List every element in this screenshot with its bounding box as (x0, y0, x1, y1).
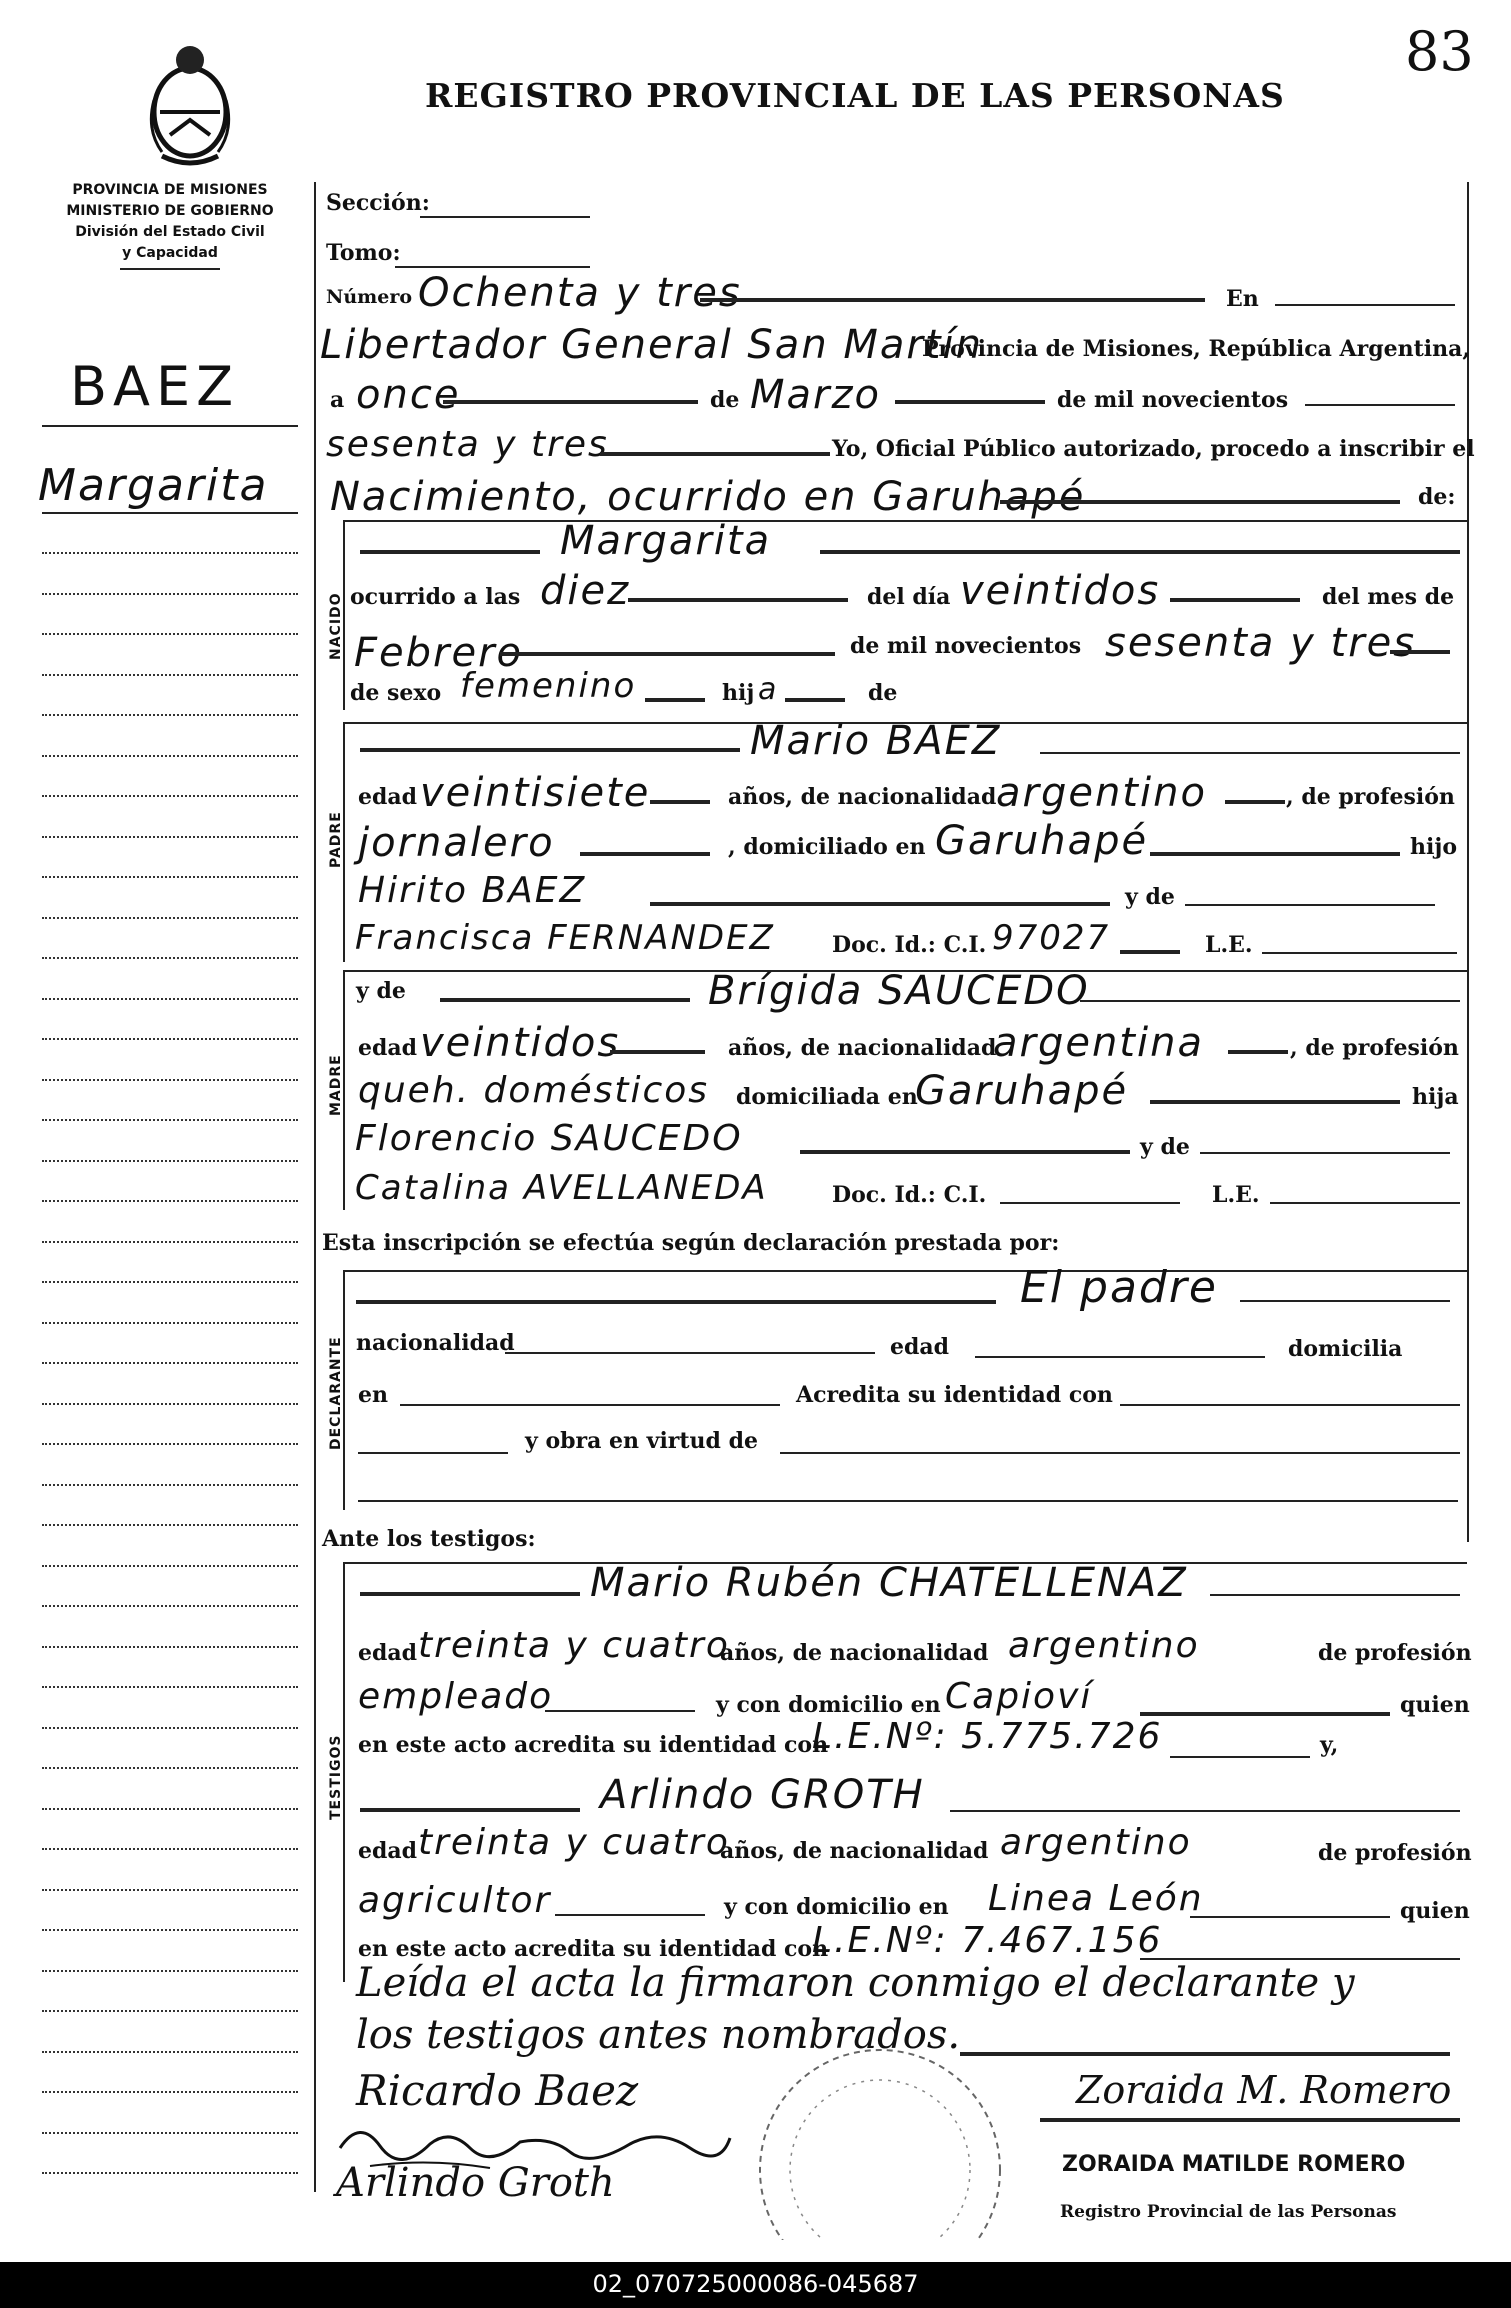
mes-line (895, 400, 1045, 404)
t1-doc-line (1170, 1756, 1310, 1758)
y-de-madre2-line (1200, 1152, 1450, 1154)
anio-nac-line (1390, 650, 1450, 654)
label-y-de-madre: y de (356, 978, 406, 1004)
entry-nombre: Margarita (560, 518, 772, 564)
t1-pre-line (360, 1592, 580, 1596)
margin-dotted-line (42, 2051, 298, 2053)
margin-dotted-line (42, 1808, 298, 1810)
entry-madre-prof: queh. domésticos (358, 1070, 710, 1111)
label-acredita: Acredita su identidad con (796, 1382, 1113, 1408)
padre-dom-line (1150, 852, 1400, 856)
entry-t2-nac: argentino (1000, 1822, 1192, 1863)
org-underline (120, 268, 220, 270)
margin-dotted-line (42, 1119, 298, 1121)
testigos-bracket (343, 1562, 345, 1982)
label-domicilia: domicilia (1288, 1336, 1403, 1362)
nacido-rule (343, 520, 1467, 522)
margin-dotted-line (42, 1038, 298, 1040)
nombre-pre-line (360, 550, 540, 554)
margin-dotted-line (42, 1646, 298, 1648)
declarante-line (1240, 1300, 1450, 1302)
margin-dotted-line (42, 2010, 298, 2012)
entry-acto: Nacimiento, ocurrido en Garuhapé (330, 474, 1086, 520)
madre-line (1080, 1000, 1460, 1002)
page-title: REGISTRO PROVINCIAL DE LAS PERSONAS (425, 76, 1285, 115)
entry-t1-edad: treinta y cuatro (418, 1625, 730, 1666)
entry-abuela-m: Catalina AVELLANEDA (355, 1168, 768, 1208)
margin-dotted-line (42, 876, 298, 878)
page-number: 83 (1405, 20, 1474, 83)
entry-t1-dom: Capioví (945, 1676, 1093, 1717)
abuelo-p-line (650, 902, 1110, 906)
tag-padre: PADRE (328, 811, 344, 868)
entry-madre-nac: argentina (993, 1020, 1204, 1066)
entry-testigo2: Arlindo GROTH (600, 1772, 925, 1818)
label-de-colon: de: (1418, 484, 1456, 510)
tag-madre: MADRE (328, 1054, 344, 1116)
t2-pre-line (360, 1808, 580, 1812)
margin-dotted-line (42, 1322, 298, 1324)
margin-dotted-line (42, 1889, 298, 1891)
nacionalidad-line (505, 1352, 875, 1354)
label-prof-t1: de profesión (1318, 1640, 1472, 1666)
entry-padre-nac: argentino (996, 770, 1207, 816)
label-y-comma: y, (1320, 1732, 1339, 1758)
org-heading (40, 180, 300, 270)
dia-line (443, 400, 698, 404)
label-acto-t1: en este acto acredita su identidad con (358, 1732, 829, 1758)
entry-t1-nac: argentino (1008, 1625, 1200, 1666)
y-de-padre-line (1185, 904, 1435, 906)
entry-t2-dom: Linea León (988, 1878, 1204, 1919)
margin-dotted-line (42, 1848, 298, 1850)
label-nacionalidad: nacionalidad (356, 1330, 515, 1356)
margin-dotted-line (42, 1686, 298, 1688)
entry-padre-dom: Garuhapé (935, 818, 1149, 864)
label-prof-t2: de profesión (1318, 1840, 1472, 1866)
entry-dia-nac: veintidos (960, 568, 1161, 614)
madre-bracket (343, 970, 345, 1210)
label-de: de (710, 387, 740, 413)
label-quien-t2: quien (1400, 1898, 1470, 1924)
label-a: a (330, 387, 345, 413)
nacido-bracket (343, 520, 345, 710)
decl-extra-line (358, 1500, 1458, 1502)
padre-prof-line (580, 852, 710, 856)
entry-anio-nac: sesenta y tres (1105, 620, 1417, 666)
abuelo-m-line (800, 1150, 1130, 1154)
entry-sexo: femenino (460, 666, 637, 706)
margin-dotted-line (42, 1565, 298, 1567)
nombre-line (820, 550, 1460, 554)
margin-dotted-line (42, 1362, 298, 1364)
declarante-pre-line (356, 1300, 996, 1304)
obra-pre-line (358, 1452, 508, 1454)
label-provincia: Provincia de Misiones, República Argentina, (922, 336, 1471, 362)
entry-madre-edad: veintidos (420, 1020, 621, 1066)
margin-dotted-line (42, 795, 298, 797)
entry-t1-prof: empleado (358, 1676, 554, 1717)
label-acto-t2: en este acto acredita su identidad con (358, 1936, 829, 1962)
en-decl-line (400, 1404, 780, 1406)
anio2-line (600, 452, 830, 456)
label-doc-madre: Doc. Id.: C.I. (832, 1182, 987, 1208)
seccion-line (420, 216, 590, 218)
label-prof-padre: , de profesión (1286, 784, 1455, 810)
padre-bracket (343, 722, 345, 962)
madre-pre-line (440, 998, 690, 1002)
margin-dotted-line (42, 1160, 298, 1162)
entry-madre-dom: Garuhapé (915, 1068, 1129, 1114)
entry-mes-nac: Febrero (354, 630, 523, 676)
entry-madre: Brígida SAUCEDO (708, 968, 1090, 1014)
label-hij: hij (722, 680, 755, 706)
entry-t2-doc: L.E.Nº: 7.467.156 (812, 1920, 1163, 1961)
margin-rule (42, 425, 298, 427)
label-en: En (1226, 286, 1259, 312)
signature-declarante: Ricardo Baez (356, 2066, 639, 2115)
sexo-line (645, 698, 705, 702)
edad-decl-line (975, 1356, 1265, 1358)
margin-dotted-line (42, 2172, 298, 2174)
madre-dom-line (1150, 1100, 1400, 1104)
margin-surname: BAEZ (70, 355, 240, 418)
entry-padre: Mario BAEZ (750, 718, 1002, 764)
margin-dotted-line (42, 1605, 298, 1607)
label-ocurrido: ocurrido a las (350, 584, 521, 610)
margin-dotted-line (42, 1241, 298, 1243)
hij-line (785, 698, 845, 702)
tag-nacido: NACIDO (328, 592, 344, 660)
padre-pre-line (360, 748, 740, 752)
margin-dotted-line (42, 1281, 298, 1283)
entry-anio: sesenta y tres (326, 424, 609, 465)
label-quien-t1: quien (1400, 1692, 1470, 1718)
le-madre-line (1270, 1202, 1460, 1204)
anio-line (1305, 404, 1455, 406)
label-anios-t2: años, de nacionalidad (720, 1838, 989, 1864)
label-anios-madre: años, de nacionalidad (728, 1035, 997, 1061)
madre-edad-line (610, 1050, 705, 1054)
label-hija: hija (1412, 1084, 1459, 1110)
label-obra: y obra en virtud de (525, 1428, 758, 1454)
acto-line (1000, 500, 1400, 504)
entry-t2-prof: agricultor (358, 1880, 552, 1921)
entry-testigo1: Mario Rubén CHATELLENAZ (590, 1560, 1188, 1606)
label-de-mil2: de mil novecientos (850, 633, 1082, 659)
margin-dotted-line (42, 1079, 298, 1081)
label-de-mil: de mil novecientos (1057, 387, 1289, 413)
declarante-rule (343, 1270, 1467, 1272)
margin-dotted-line (42, 836, 298, 838)
en-line (1275, 304, 1455, 306)
padre-line (1040, 752, 1460, 754)
org-line4: y Capacidad (122, 245, 218, 261)
org-line1: PROVINCIA DE MISIONES (72, 182, 268, 198)
label-anios-padre: años, de nacionalidad (728, 784, 997, 810)
margin-dotted-line (42, 1970, 298, 1972)
margin-dotted-line (42, 1484, 298, 1486)
coat-of-arms-emblem (140, 40, 240, 170)
closing-line1: Leída el acta la firmaron conmigo el declarante y (356, 1960, 1355, 2006)
entry-mes: Marzo (750, 372, 881, 418)
org-line3: División del Estado Civil (75, 224, 265, 240)
margin-dotted-line (42, 1929, 298, 1931)
declarante-bracket (343, 1270, 345, 1510)
tomo-line (395, 266, 590, 268)
padre-nac-line (1225, 800, 1285, 804)
label-y-de-madre2: y de (1140, 1134, 1190, 1160)
oficial-name: ZORAIDA MATILDE ROMERO (1062, 2152, 1406, 2177)
tag-declarante: DECLARANTE (328, 1336, 344, 1450)
label-domicilio-t1: y con domicilio en (716, 1692, 941, 1718)
le-padre-line (1262, 952, 1457, 954)
t2-prof-line (555, 1914, 705, 1916)
dia-nac-line (1170, 598, 1300, 602)
margin-dotted-line (42, 1524, 298, 1526)
label-del-dia: del día (867, 584, 951, 610)
label-doc-padre: Doc. Id.: C.I. (832, 932, 987, 958)
label-edad-decl: edad (890, 1334, 950, 1360)
t2-dom-line (1190, 1916, 1390, 1918)
official-seal (720, 2040, 1040, 2240)
closing-line2: los testigos antes nombrados. (356, 2012, 961, 2058)
label-numero: Número (326, 286, 413, 308)
label-domiciliado: , domiciliado en (728, 834, 926, 860)
margin-dotted-line (42, 2132, 298, 2134)
label-declaracion: Esta inscripción se efectúa según declaración prestada por: (322, 1230, 1060, 1256)
entry-abuela-p: Francisca FERNANDEZ (355, 918, 775, 958)
margin-dotted-line (42, 1403, 298, 1405)
label-de-sexo: de sexo (350, 680, 442, 706)
margin-dotted-line (42, 917, 298, 919)
obra-line (780, 1452, 1460, 1454)
t1-dom-line (1140, 1712, 1390, 1716)
entry-padre-ci: 97027 (992, 918, 1111, 958)
oficial-cargo: Registro Provincial de las Personas (1060, 2202, 1397, 2222)
margin-dotted-line (42, 714, 298, 716)
entry-lugar: Libertador General San Martín (320, 322, 983, 368)
entry-padre-prof: jornalero (358, 820, 555, 866)
label-anios-t1: años, de nacionalidad (720, 1640, 989, 1666)
margin-dotted-line (42, 633, 298, 635)
margin-dotted-line (42, 755, 298, 757)
entry-dia: once (356, 372, 461, 418)
margin-dotted-line (42, 2091, 298, 2093)
entry-hij-suffix: a (758, 672, 779, 707)
numero-line (700, 298, 1205, 302)
label-edad-madre: edad (358, 1035, 418, 1061)
label-edad-t1: edad (358, 1640, 418, 1666)
margin-dotted-line (42, 593, 298, 595)
acredita-line (1120, 1404, 1460, 1406)
t1-prof-line (545, 1710, 695, 1712)
margin-dotted-line (42, 957, 298, 959)
label-edad-padre: edad (358, 784, 418, 810)
label-testigos: Ante los testigos: (322, 1526, 536, 1552)
label-y-de-padre: y de (1125, 884, 1175, 910)
margin-dotted-line (42, 1443, 298, 1445)
label-hijo: hijo (1410, 834, 1457, 860)
margin-dotted-line (42, 1200, 298, 1202)
label-de-hij: de (868, 680, 898, 706)
entry-t2-edad: treinta y cuatro (418, 1822, 730, 1863)
entry-abuelo-p: Hirito BAEZ (358, 870, 587, 911)
label-le-padre: L.E. (1205, 932, 1253, 958)
margin-dotted-line (42, 552, 298, 554)
label-domicilio-t2: y con domicilio en (724, 1894, 949, 1920)
entry-declarante: El padre (1020, 1262, 1218, 1313)
label-en-decl: en (358, 1382, 388, 1408)
padre-edad-line (650, 800, 710, 804)
entry-t1-doc: L.E.Nº: 5.775.726 (812, 1716, 1163, 1757)
madre-nac-line (1228, 1050, 1288, 1054)
entry-numero: Ochenta y tres (418, 270, 742, 316)
t2-line (950, 1810, 1460, 1812)
margin-given-name: Margarita (38, 460, 269, 511)
signature-oficial: Zoraida M. Romero (1076, 2068, 1452, 2112)
footer-bar (0, 2262, 1511, 2308)
label-yo: Yo, Oficial Público autorizado, procedo a inscribir el (832, 436, 1475, 462)
label-del-mes: del mes de (1322, 584, 1455, 610)
label-edad-t2: edad (358, 1838, 418, 1864)
label-prof-madre: , de profesión (1290, 1035, 1459, 1061)
padre-ci-line (1120, 950, 1180, 954)
mes-nac-line (500, 652, 835, 656)
madre-ci-line (1000, 1202, 1180, 1204)
label-seccion: Sección: (326, 190, 430, 216)
margin-dotted-line (42, 1727, 298, 1729)
tag-testigos: TESTIGOS (328, 1734, 344, 1820)
margin-dotted-line (42, 674, 298, 676)
hora-line (628, 598, 848, 602)
margin-rule (42, 512, 298, 514)
org-line2: MINISTERIO DE GOBIERNO (66, 203, 274, 219)
margin-dotted-line (42, 998, 298, 1000)
footer-code: 02_070725000086-045687 (592, 2270, 919, 2298)
form-frame-right (1467, 182, 1469, 1542)
entry-padre-edad: veintisiete (420, 770, 651, 816)
label-domiciliada: domiciliada en (736, 1084, 918, 1110)
oficial-line (1040, 2118, 1460, 2122)
label-tomo: Tomo: (326, 240, 401, 266)
entry-abuelo-m: Florencio SAUCEDO (355, 1118, 743, 1159)
margin-dotted-line (42, 1767, 298, 1769)
label-le-madre: L.E. (1212, 1182, 1260, 1208)
t1-line (1210, 1594, 1460, 1596)
signature-testigo2: Arlindo Groth (336, 2160, 615, 2206)
entry-hora: diez (540, 568, 631, 614)
